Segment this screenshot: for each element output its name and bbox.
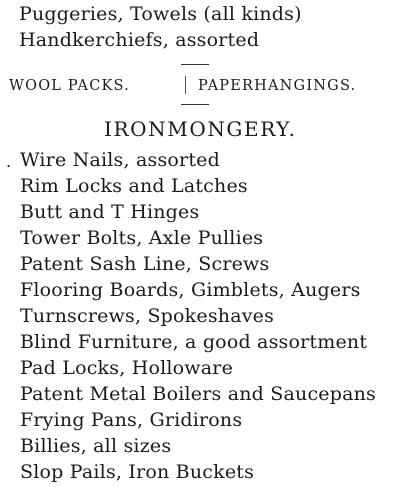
listing-line-handkerchiefs: Handkerchiefs, assorted [19, 29, 260, 51]
list-item: Patent Sash Line, Screws [20, 253, 270, 275]
short-rule-bottom [181, 104, 209, 105]
list-item: Frying Pans, Gridirons [20, 409, 243, 431]
paperhangings-label: PAPERHANGINGS. [198, 78, 357, 94]
column-separator [185, 76, 186, 94]
listing-line-puggeries: Puggeries, Towels (all kinds) [19, 3, 302, 25]
list-item: Tower Bolts, Axle Pullies [20, 227, 264, 249]
list-item: Slop Pails, Iron Buckets [20, 461, 255, 483]
list-item: Patent Metal Boilers and Saucepans [20, 383, 377, 405]
list-item: Flooring Boards, Gimblets, Augers [20, 279, 361, 301]
wool-packs-label: WOOL PACKS. [9, 78, 130, 94]
short-rule-top [181, 64, 209, 65]
list-item: Pad Locks, Holloware [20, 357, 234, 379]
list-item: Rim Locks and Latches [20, 175, 248, 197]
list-item: Butt and T Hinges [20, 201, 200, 223]
ironmongery-heading: IRONMONGERY. [104, 117, 297, 141]
list-item: Billies, all sizes [20, 435, 172, 457]
list-item: Blind Furniture, a good assortment [20, 331, 368, 353]
list-item: Wire Nails, assorted [20, 149, 220, 171]
bullet-mark: . [6, 152, 12, 171]
list-item: Turnscrews, Spokeshaves [20, 305, 275, 327]
